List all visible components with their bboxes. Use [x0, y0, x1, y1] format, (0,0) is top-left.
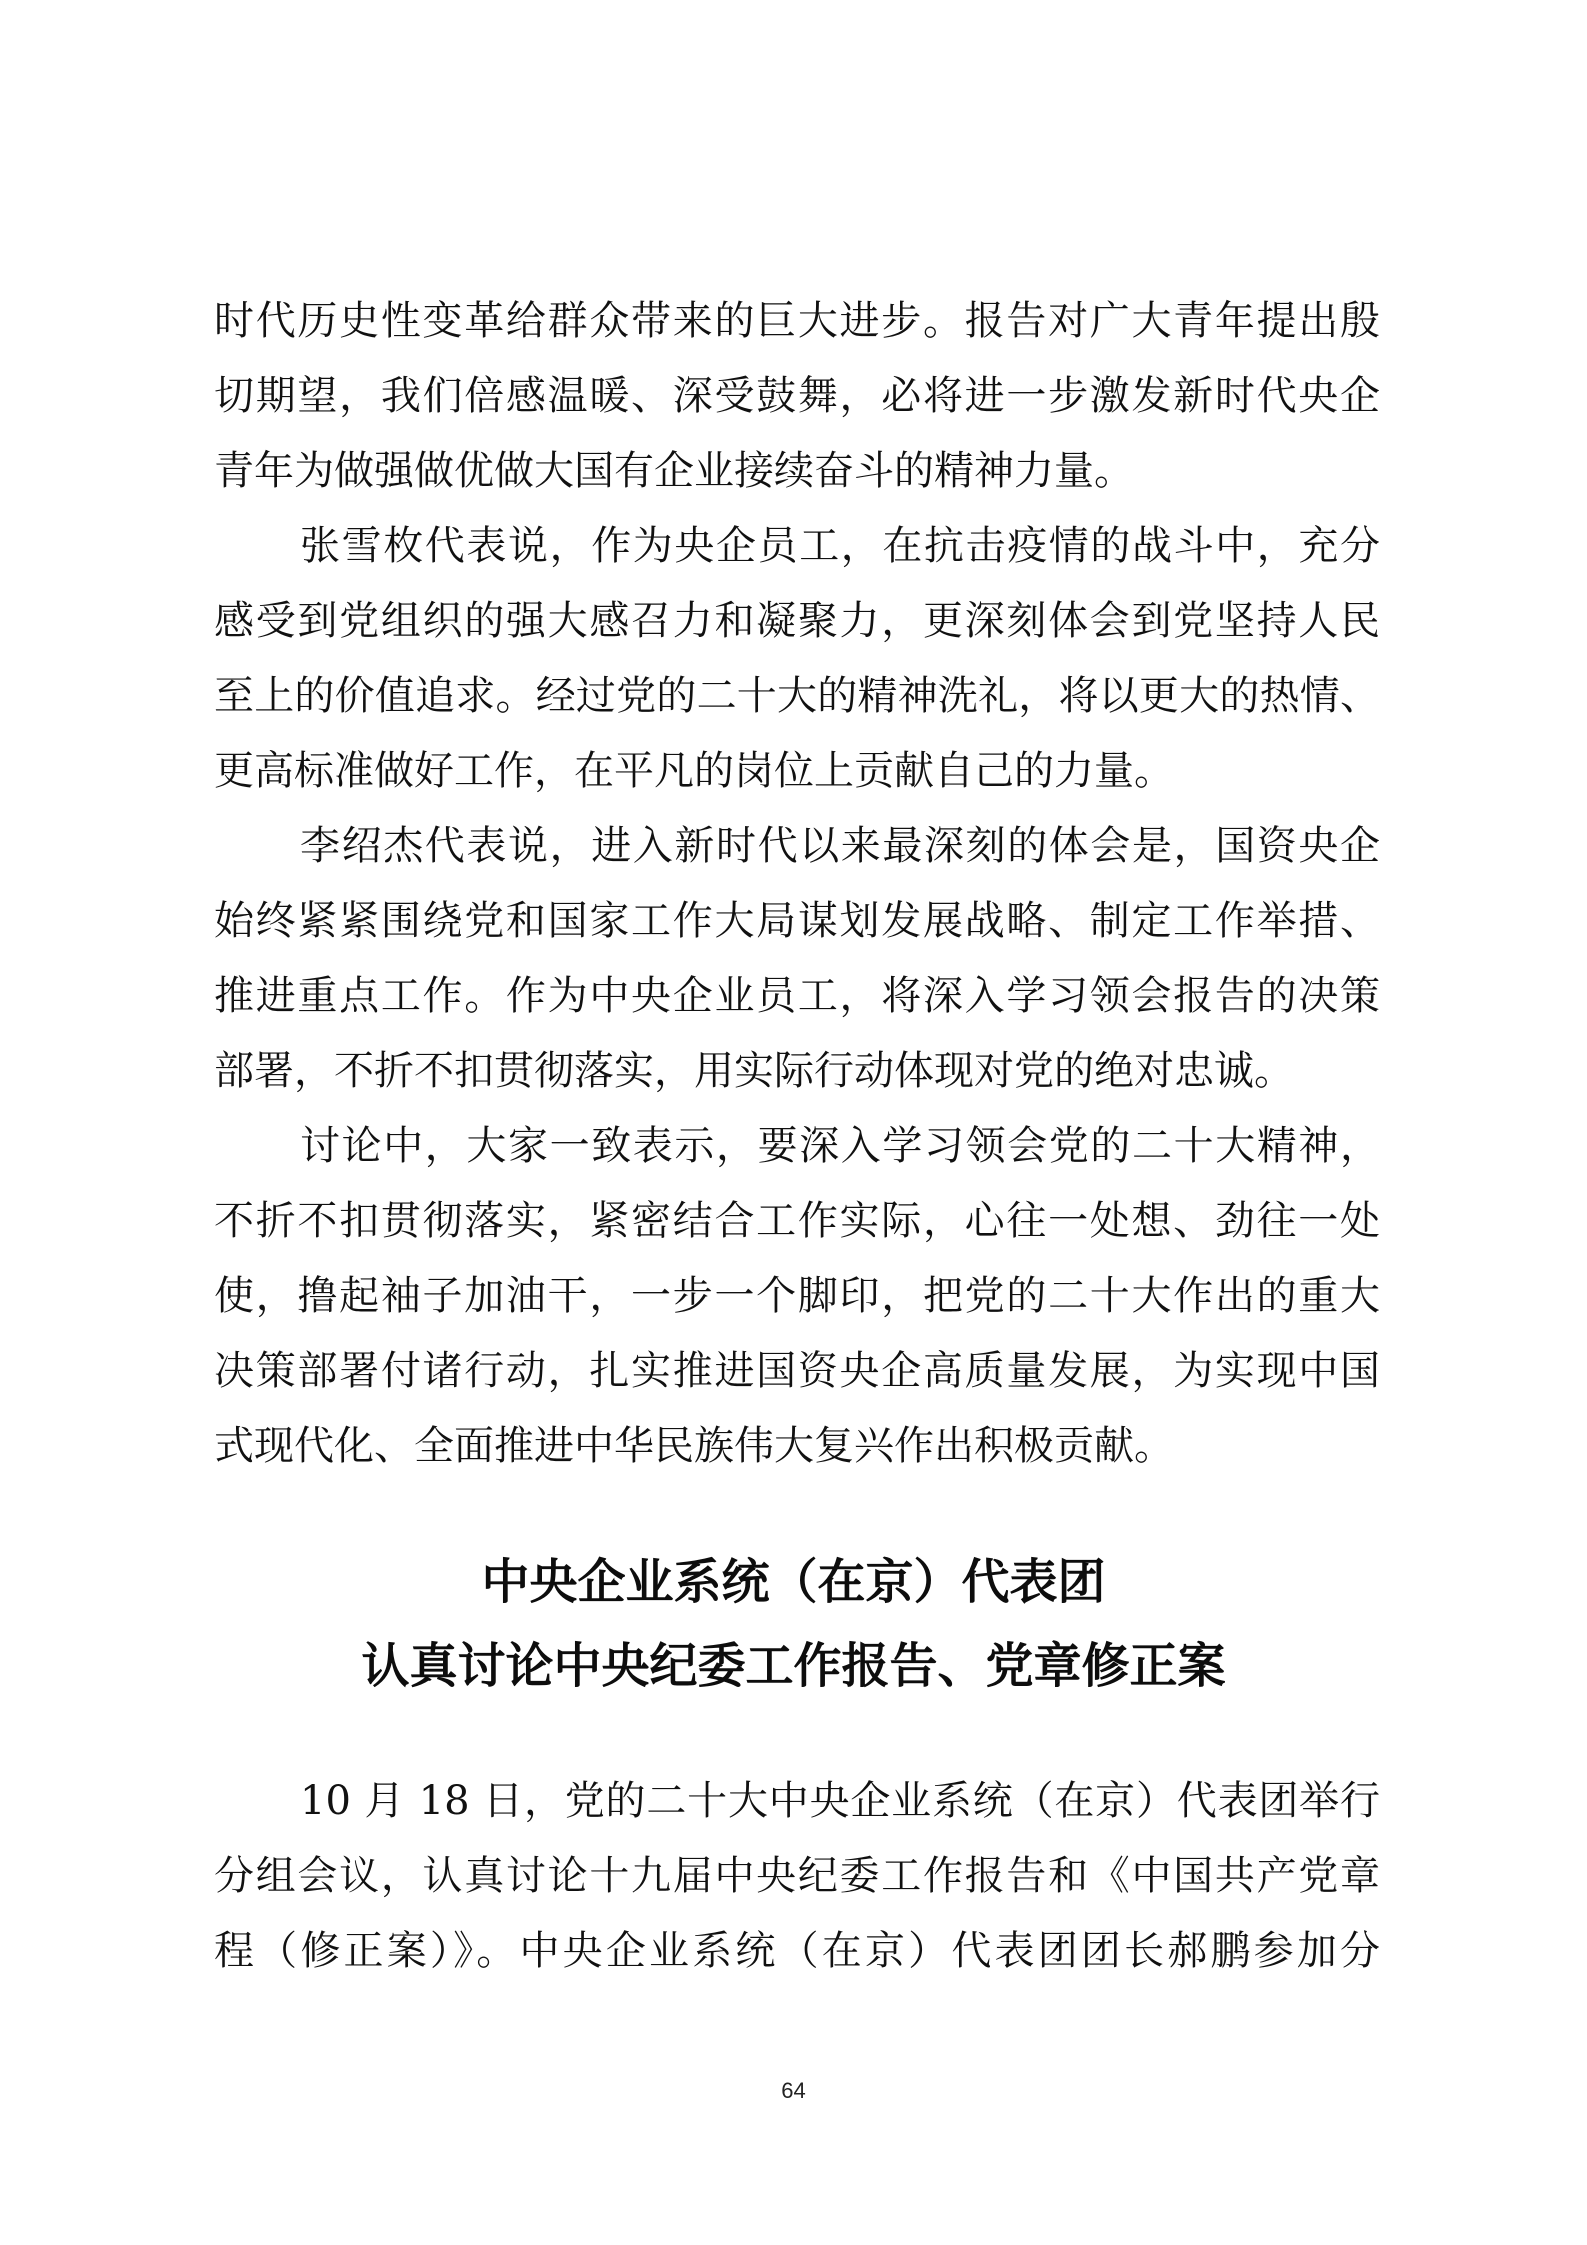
text-line: 时代历史性变革给群众带来的巨大进步。报告对广大青年提出殷 [214, 298, 1380, 344]
text-line: 感受到党组织的强大感召力和凝聚力，更深刻体会到党坚持人民 [214, 598, 1380, 644]
text-line: 使，撸起袖子加油干，一步一个脚印，把党的二十大作出的重大 [214, 1273, 1380, 1319]
text-line: 始终紧紧围绕党和国家工作大局谋划发展战略、制定工作举措、 [214, 898, 1380, 944]
text-line: 推进重点工作。作为中央企业员工，将深入学习领会报告的决策 [214, 973, 1380, 1019]
body-text-section-2 [214, 1764, 1380, 1989]
text-line: 决策部署付诸行动，扎实推进国资央企高质量发展，为实现中国 [214, 1348, 1380, 1394]
text-line: 李绍杰代表说，进入新时代以来最深刻的体会是，国资央企 [300, 823, 1380, 869]
article-title-line-2: 认真讨论中央纪委工作报告、党章修正案 [361, 1638, 1226, 1694]
text-line: 更高标准做好工作，在平凡的岗位上贡献自己的力量。 [214, 748, 1174, 794]
body-text-section-1 [214, 284, 1380, 1484]
text-line: 部署，不折不扣贯彻落实，用实际行动体现对党的绝对忠诚。 [214, 1048, 1294, 1094]
text-line: 至上的价值追求。经过党的二十大的精神洗礼，将以更大的热情、 [214, 673, 1380, 719]
text-line: 10 月 18 日，党的二十大中央企业系统（在京）代表团举行 [300, 1778, 1380, 1824]
text-line: 程（修正案）》。中央企业系统（在京）代表团团长郝鹏参加分 [214, 1928, 1380, 1974]
article-title-line-1: 中央企业系统（在京）代表团 [481, 1554, 1106, 1610]
text-line: 张雪枚代表说，作为央企员工，在抗击疫情的战斗中，充分 [300, 523, 1380, 569]
text-line: 青年为做强做优做大国有企业接续奋斗的精神力量。 [214, 448, 1134, 494]
text-line: 分组会议，认真讨论十九届中央纪委工作报告和《中国共产党章 [214, 1853, 1380, 1899]
text-line: 式现代化、全面推进中华民族伟大复兴作出积极贡献。 [214, 1423, 1174, 1469]
text-line: 讨论中，大家一致表示，要深入学习领会党的二十大精神， [300, 1123, 1380, 1169]
text-line: 不折不扣贯彻落实，紧密结合工作实际，心往一处想、劲往一处 [214, 1198, 1380, 1244]
text-line: 切期望，我们倍感温暖、深受鼓舞，必将进一步激发新时代央企 [214, 373, 1380, 419]
page-number: 64 [781, 2078, 806, 2103]
